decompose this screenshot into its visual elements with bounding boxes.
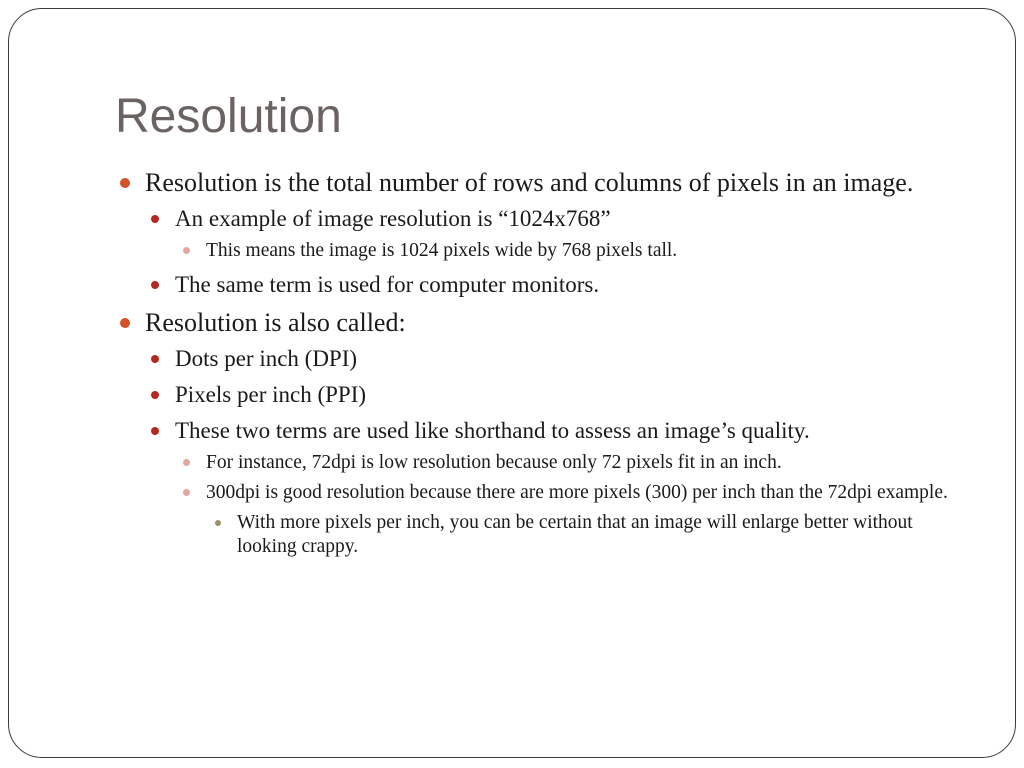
- bullet-resolution-definition: [115, 167, 975, 299]
- slide-frame: [8, 8, 1016, 758]
- bullet-ppi: [145, 381, 975, 409]
- bullet-shorthand: [145, 417, 975, 559]
- bullet-text: These two terms are used like shorthand to assess an image’s quality.: [175, 418, 810, 443]
- bullet-dot-icon: [183, 459, 190, 466]
- slide-body: [115, 167, 975, 567]
- bullet-dot-icon: [151, 391, 159, 399]
- bullet-72dpi: [175, 451, 975, 475]
- bullet-text: With more pixels per inch, you can be certain that an image will enlarge better without looking crappy.: [237, 512, 913, 557]
- bullet-text: Pixels per inch (PPI): [175, 382, 367, 407]
- bullet-text: 300dpi is good resolution because there are more pixels (300) per inch than the 72dpi example.: [206, 482, 948, 503]
- bullet-example-meaning: [175, 239, 975, 263]
- bullet-also-called: [115, 307, 975, 559]
- bullet-monitors: [145, 271, 975, 299]
- bullet-text: An example of image resolution is “1024x768”: [175, 206, 611, 231]
- slide-title: Resolution: [115, 90, 342, 143]
- bullet-dot-icon: [183, 489, 190, 496]
- bullet-dot-icon: [151, 355, 159, 363]
- sub-bullet-list: [206, 511, 975, 559]
- bullet-dot-icon: [215, 520, 221, 526]
- bullet-dot-icon: [151, 215, 159, 223]
- sub-bullet-list: [175, 239, 975, 263]
- bullet-example-resolution: [145, 205, 975, 263]
- bullet-dpi: [145, 345, 975, 373]
- bullet-dot-icon: [120, 318, 130, 328]
- bullet-text: Resolution is the total number of rows and columns of pixels in an image.: [145, 168, 914, 197]
- bullet-dot-icon: [120, 178, 130, 188]
- sub-bullet-list: [145, 205, 975, 299]
- bullet-dot-icon: [151, 281, 159, 289]
- sub-bullet-list: [175, 451, 975, 559]
- bullet-list: [115, 167, 975, 559]
- bullet-text: Resolution is also called:: [145, 308, 406, 337]
- bullet-dot-icon: [183, 247, 190, 254]
- bullet-enlarge-better: [206, 511, 975, 559]
- bullet-text: For instance, 72dpi is low resolution because only 72 pixels fit in an inch.: [206, 452, 782, 473]
- bullet-text: This means the image is 1024 pixels wide by 768 pixels tall.: [206, 240, 678, 261]
- bullet-text: The same term is used for computer monitors.: [175, 272, 600, 297]
- bullet-dot-icon: [151, 427, 159, 435]
- sub-bullet-list: [145, 345, 975, 559]
- bullet-text: Dots per inch (DPI): [175, 346, 358, 371]
- bullet-300dpi: [175, 481, 975, 559]
